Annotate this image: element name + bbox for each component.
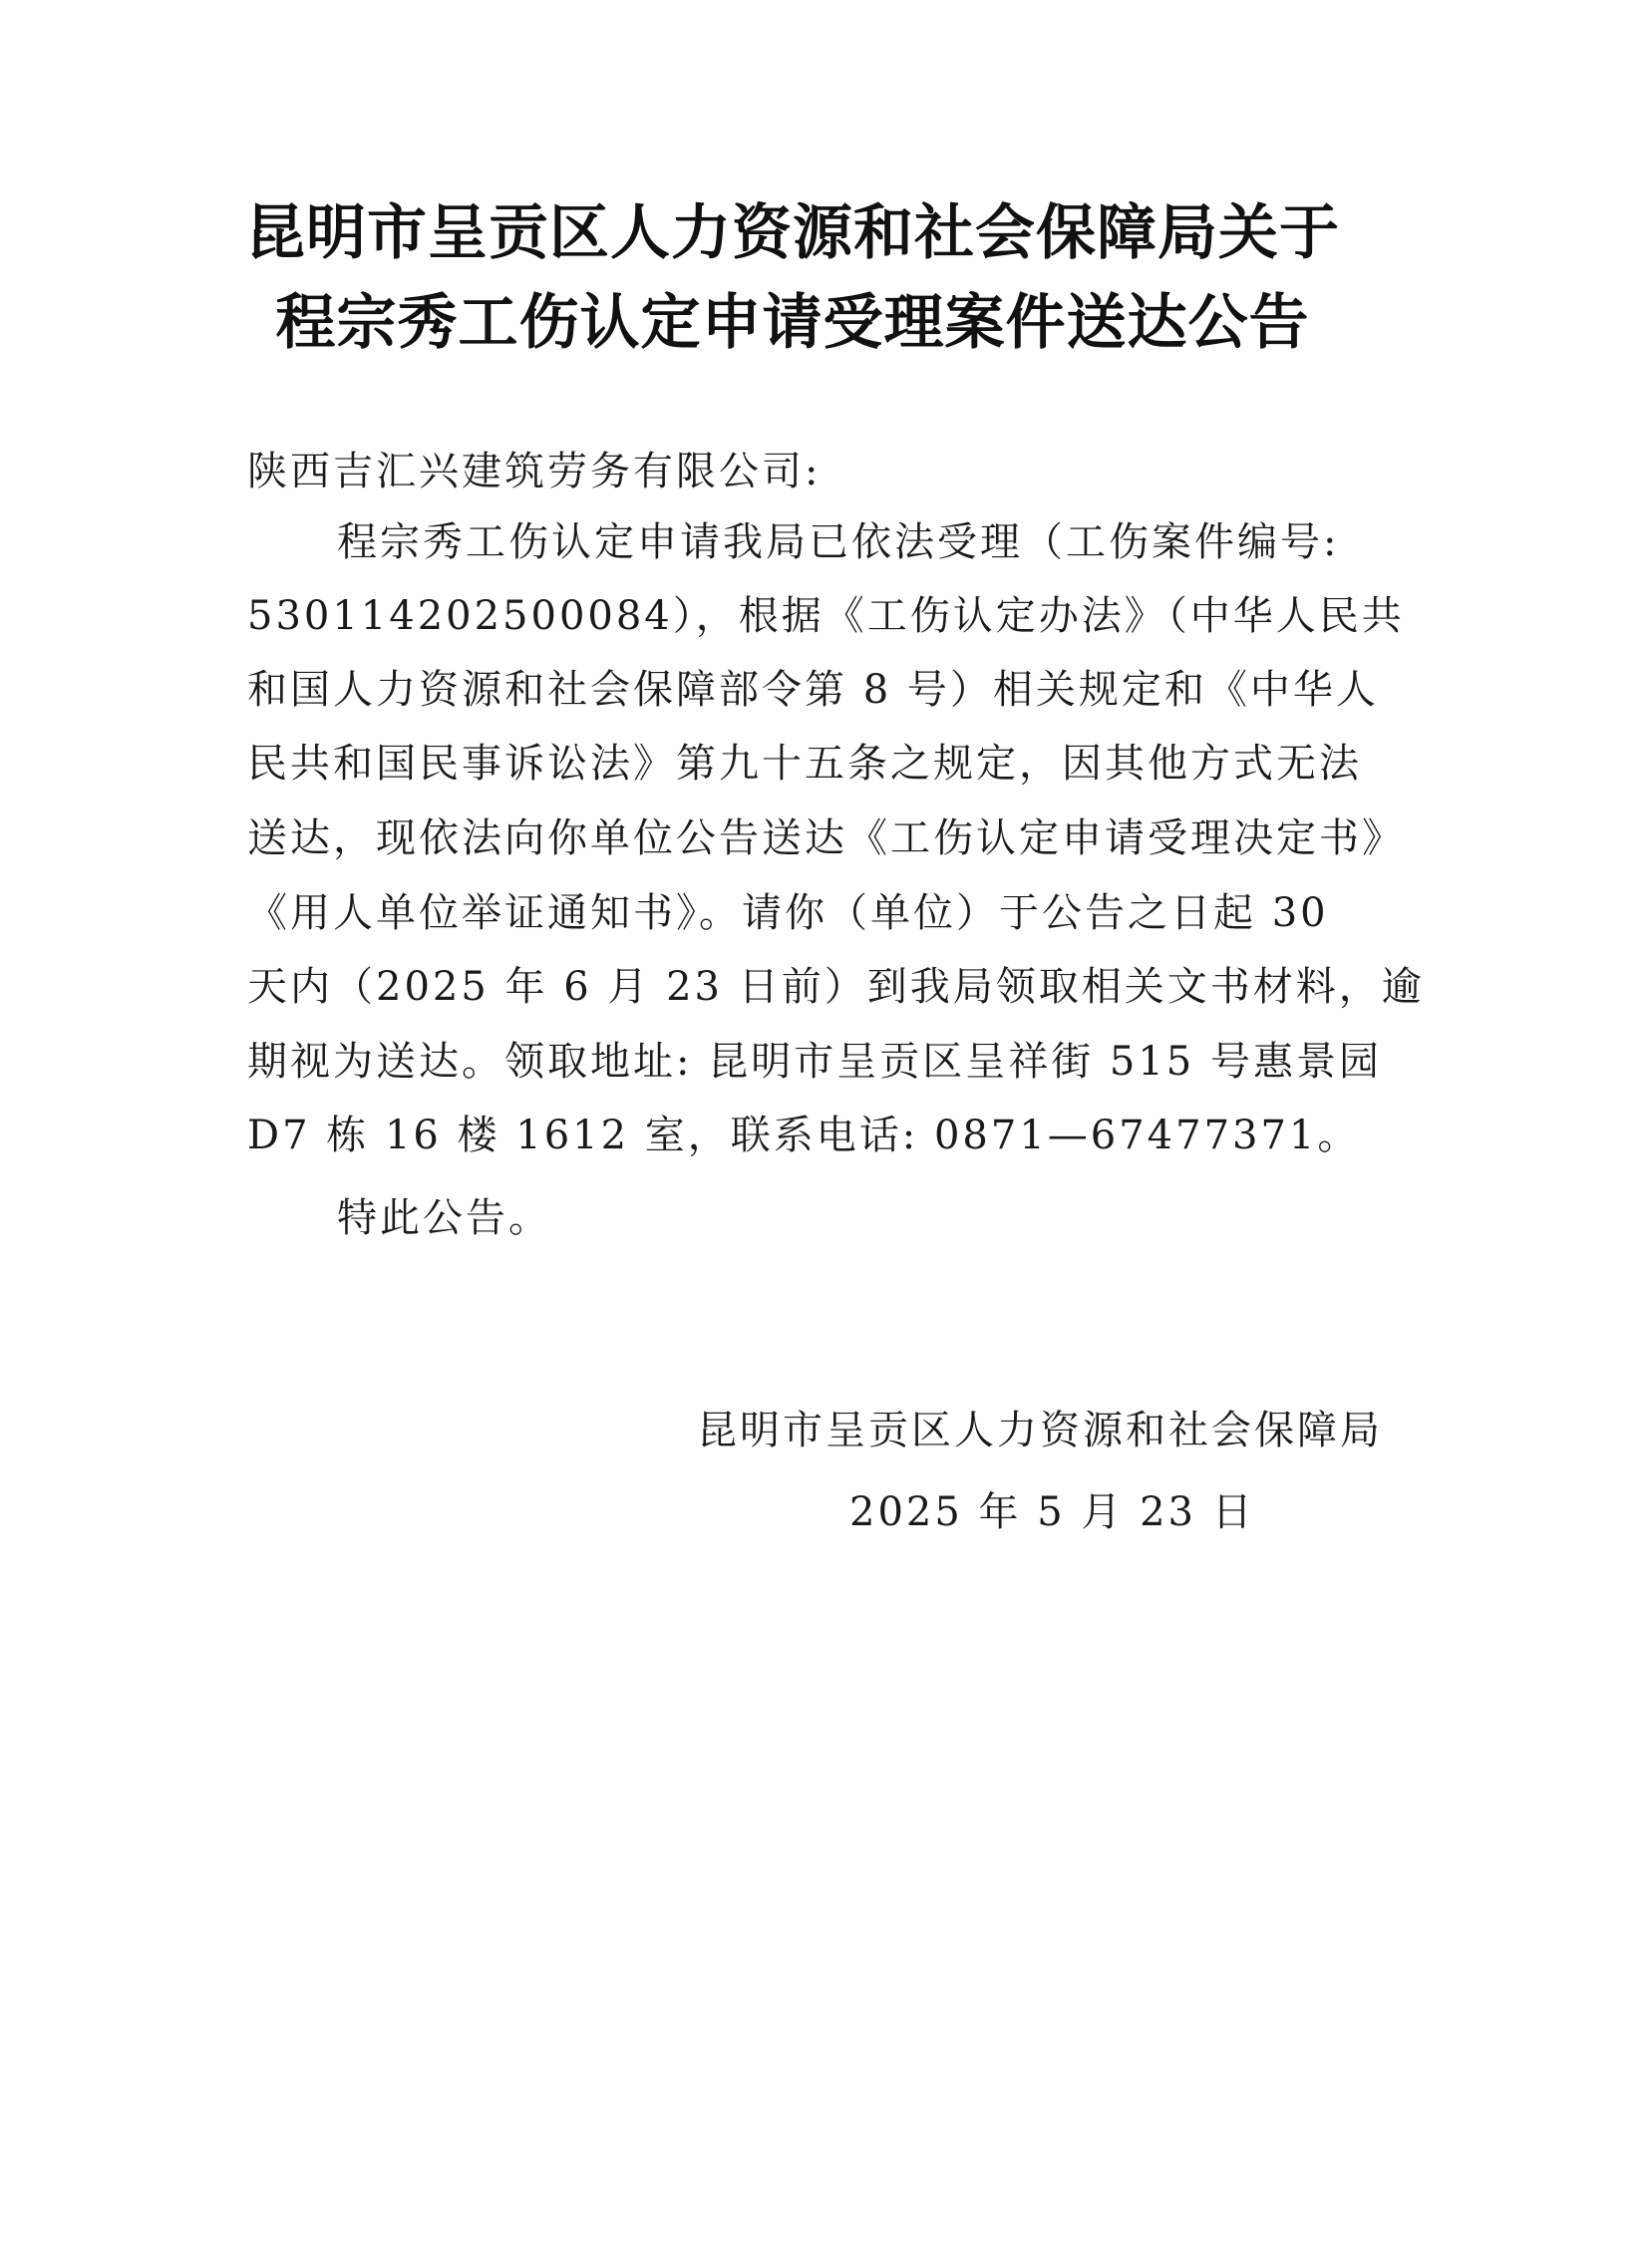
body-line: 民共和国民事诉讼法》第九十五条之规定，因其他方式无法	[247, 741, 1362, 787]
notice-title-line-1: 昆明市呈贡区人力资源和社会保障局关于	[245, 198, 1340, 268]
notice-title-line-2: 程宗秀工伤认定申请受理案件送达公告	[275, 288, 1310, 358]
body-line: 530114202500084），根据《工伤认定办法》（中华人民共	[247, 593, 1405, 639]
body-line: 程宗秀工伤认定申请我局已依法受理（工伤案件编号:	[337, 519, 1340, 565]
body-line: 《用人单位举证通知书》。请你（单位）于公告之日起 30	[247, 890, 1329, 936]
body-line: 天内（2025 年 6 月 23 日前）到我局领取相关文书材料，逾	[247, 964, 1425, 1010]
signature-organization: 昆明市呈贡区人力资源和社会保障局	[697, 1408, 1383, 1453]
body-line: 送达，现依法向你单位公告送达《工伤认定申请受理决定书》	[247, 815, 1405, 861]
signature-date: 2025 年 5 月 23 日	[849, 1489, 1255, 1535]
body-line: 期视为送达。领取地址: 昆明市呈贡区呈祥街 515 号惠景园	[247, 1039, 1382, 1085]
closing-statement: 特此公告。	[337, 1195, 551, 1241]
body-line: 和国人力资源和社会保障部令第 8 号）相关规定和《中华人	[247, 667, 1379, 713]
addressee: 陕西吉汇兴建筑劳务有限公司:	[247, 449, 822, 494]
body-line: D7 栋 16 楼 1612 室，联系电话: 0871—67477371。	[247, 1113, 1361, 1158]
